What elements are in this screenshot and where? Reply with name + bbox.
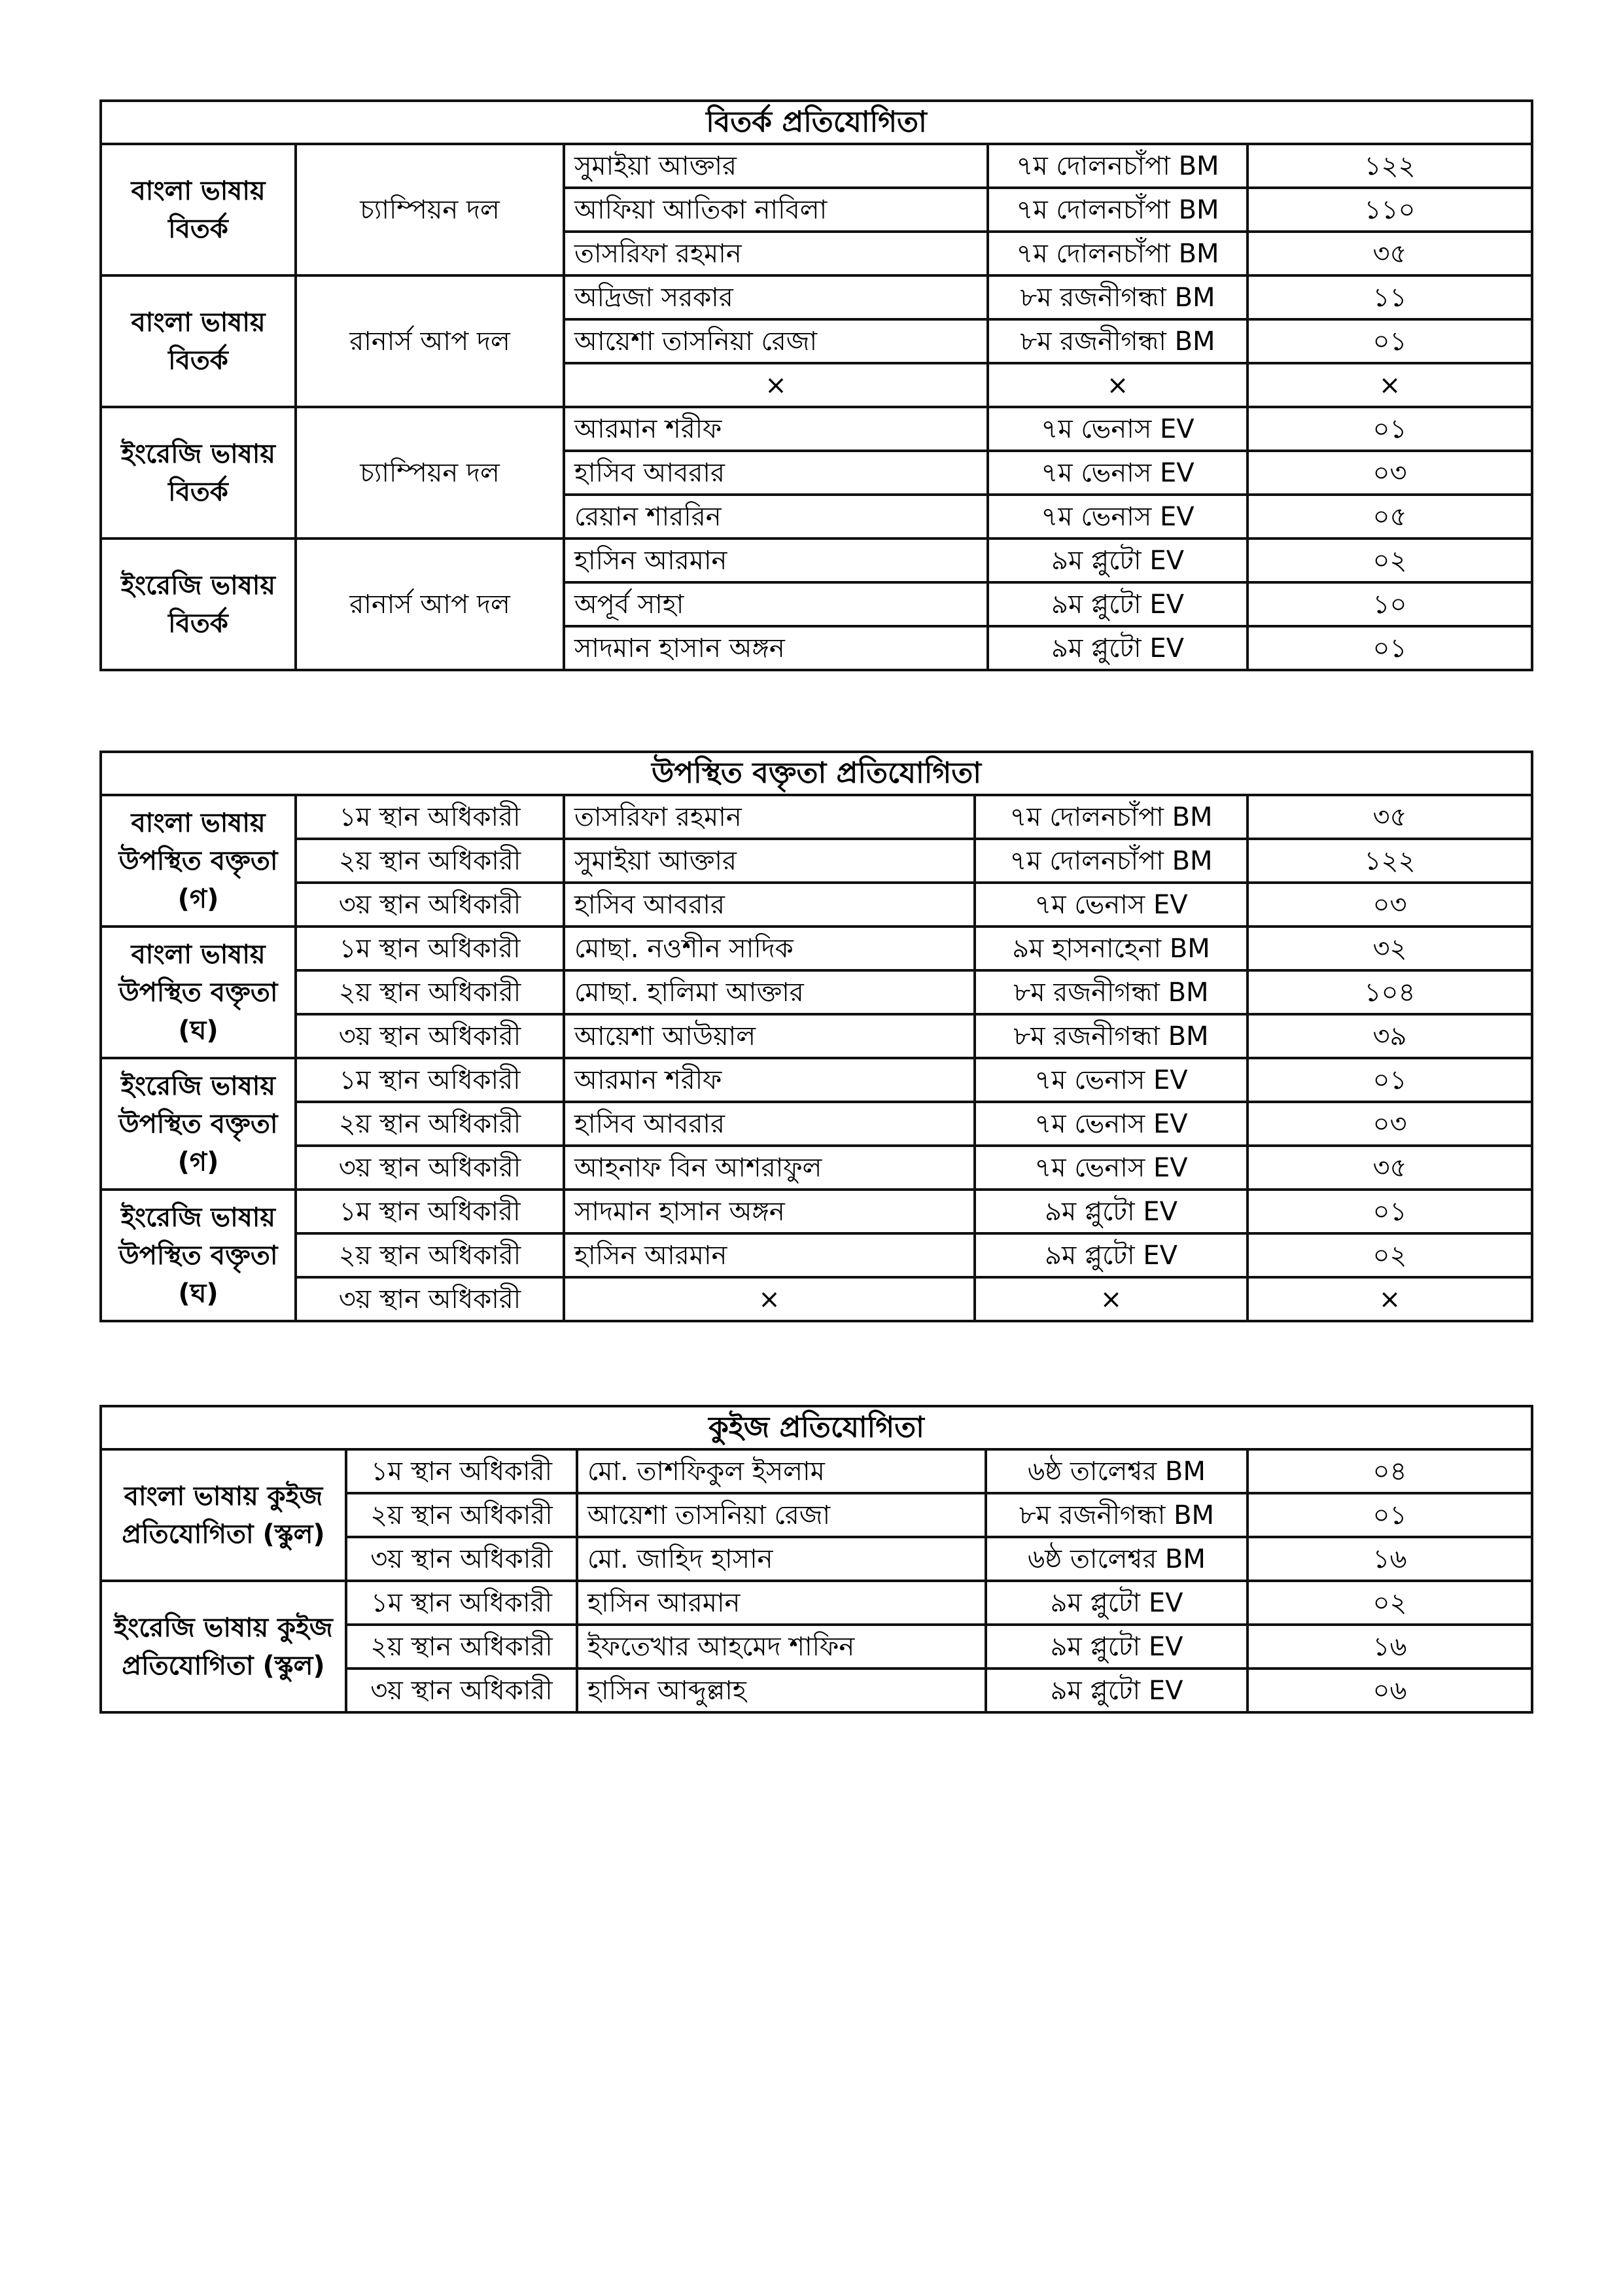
student-roll: ৩৫	[1248, 795, 1532, 839]
empty-mark-icon: ×	[564, 363, 988, 407]
student-class: ৮ম রজনীগন্ধা BM	[988, 319, 1248, 363]
team-label: চ্যাম্পিয়ন দল	[296, 407, 564, 539]
student-roll: ০১	[1248, 626, 1532, 670]
empty-mark-icon: ×	[975, 1277, 1248, 1321]
student-class: ৬ষ্ঠ তালেশ্বর BM	[986, 1537, 1248, 1581]
student-roll: ৩৫	[1248, 232, 1532, 275]
student-roll: ১০৪	[1248, 970, 1532, 1014]
student-roll: ০২	[1248, 1233, 1532, 1277]
student-name: হাসিন আরমান	[577, 1581, 986, 1625]
speech-title: উপস্থিত বক্তৃতা প্রতিযোগিতা	[101, 752, 1532, 795]
table-row	[101, 839, 1532, 883]
place-label: ২য় স্থান অধিকারী	[296, 1102, 564, 1146]
category-label: ইংরেজি ভাষায় উপস্থিত বক্তৃতা (ঘ)	[101, 1190, 296, 1321]
student-name: মো. জাহিদ হাসান	[577, 1537, 986, 1581]
student-name: হাসিব আবরার	[564, 451, 988, 495]
category-label: বাংলা ভাষায় বিতর্ক	[101, 275, 296, 407]
student-roll: ০১	[1248, 407, 1532, 451]
student-roll: ০১	[1248, 319, 1532, 363]
student-class: ৭ম দোলনচাঁপা BM	[975, 839, 1248, 883]
student-roll: ১২২	[1248, 839, 1532, 883]
student-name: অপূর্ব সাহা	[564, 582, 988, 626]
student-class: ৯ম প্লুটো EV	[988, 582, 1248, 626]
empty-mark-icon: ×	[1248, 363, 1532, 407]
place-label: ২য় স্থান অধিকারী	[296, 970, 564, 1014]
table-row	[101, 1146, 1532, 1190]
student-class: ৮ম রজনীগন্ধা BM	[988, 275, 1248, 319]
student-name: সুমাইয়া আক্তার	[564, 839, 975, 883]
table-row	[101, 1233, 1532, 1277]
student-roll: ৩৯	[1248, 1014, 1532, 1058]
student-class: ৭ম ভেনাস EV	[975, 1102, 1248, 1146]
student-name: রেয়ান শাররিন	[564, 495, 988, 539]
student-name: মোছা. হালিমা আক্তার	[564, 970, 975, 1014]
student-roll: ০৩	[1248, 1102, 1532, 1146]
team-label: রানার্স আপ দল	[296, 539, 564, 670]
category-label: ইংরেজি ভাষায় বিতর্ক	[101, 539, 296, 670]
student-class: ৬ষ্ঠ তালেশ্বর BM	[986, 1449, 1248, 1493]
team-label: রানার্স আপ দল	[296, 275, 564, 407]
student-name: মোছা. নওশীন সাদিক	[564, 927, 975, 970]
category-label: বাংলা ভাষায় উপস্থিত বক্তৃতা (গ)	[101, 795, 296, 927]
student-name: তাসরিফা রহমান	[564, 232, 988, 275]
empty-mark-icon: ×	[564, 1277, 975, 1321]
student-name: হাসিব আবরার	[564, 1102, 975, 1146]
student-class: ৭ম দোলনচাঁপা BM	[975, 795, 1248, 839]
student-name: হাসিন আরমান	[564, 1233, 975, 1277]
student-class: ৯ম প্লুটো EV	[986, 1581, 1248, 1625]
debate-results-table	[99, 99, 1533, 671]
student-roll: ০১	[1248, 1058, 1532, 1102]
table-row	[101, 275, 1532, 319]
table-title-row	[101, 752, 1532, 795]
category-label: ইংরেজি ভাষায় উপস্থিত বক্তৃতা (গ)	[101, 1058, 296, 1190]
student-roll: ১১০	[1248, 188, 1532, 232]
student-name: আরমান শরীফ	[564, 407, 988, 451]
table-row	[101, 1277, 1532, 1321]
student-roll: ০৫	[1248, 495, 1532, 539]
student-name: অদ্রিজা সরকার	[564, 275, 988, 319]
category-label: ইংরেজি ভাষায় কুইজ প্রতিযোগিতা (স্কুল)	[101, 1581, 346, 1712]
place-label: ৩য় স্থান অধিকারী	[296, 1277, 564, 1321]
student-name: সুমাইয়া আক্তার	[564, 144, 988, 188]
student-class: ৯ম প্লুটো EV	[988, 539, 1248, 582]
student-name: সাদমান হাসান অঙ্গন	[564, 626, 988, 670]
debate-title: বিতর্ক প্রতিযোগিতা	[101, 101, 1532, 144]
table-row	[101, 1581, 1532, 1625]
student-roll: ১৬	[1248, 1537, 1532, 1581]
student-class: ৮ম রজনীগন্ধা BM	[975, 1014, 1248, 1058]
student-roll: ১১	[1248, 275, 1532, 319]
student-name: তাসরিফা রহমান	[564, 795, 975, 839]
student-class: ৯ম হাসনাহেনা BM	[975, 927, 1248, 970]
place-label: ১ম স্থান অধিকারী	[346, 1581, 577, 1625]
student-roll: ০২	[1248, 539, 1532, 582]
place-label: ১ম স্থান অধিকারী	[296, 1190, 564, 1233]
student-roll: ০৩	[1248, 883, 1532, 927]
student-roll: ০২	[1248, 1581, 1532, 1625]
table-row	[101, 144, 1532, 188]
student-roll: ০৩	[1248, 451, 1532, 495]
student-class: ৮ম রজনীগন্ধা BM	[986, 1493, 1248, 1537]
student-name: হাসিন আরমান	[564, 539, 988, 582]
student-class: ৭ম ভেনাস EV	[988, 495, 1248, 539]
table-title-row	[101, 101, 1532, 144]
student-name: আয়েশা আউয়াল	[564, 1014, 975, 1058]
student-class: ৭ম ভেনাস EV	[988, 451, 1248, 495]
student-class: ৯ম প্লুটো EV	[975, 1233, 1248, 1277]
student-class: ৯ম প্লুটো EV	[986, 1669, 1248, 1712]
place-label: ৩য় স্থান অধিকারী	[346, 1537, 577, 1581]
place-label: ১ম স্থান অধিকারী	[296, 1058, 564, 1102]
team-label: চ্যাম্পিয়ন দল	[296, 144, 564, 275]
student-name: হাসিন আব্দুল্লাহ	[577, 1669, 986, 1712]
place-label: ১ম স্থান অধিকারী	[296, 927, 564, 970]
student-class: ৯ম প্লুটো EV	[975, 1190, 1248, 1233]
table-row	[101, 1449, 1532, 1493]
student-name: আরমান শরীফ	[564, 1058, 975, 1102]
student-roll: ৩২	[1248, 927, 1532, 970]
place-label: ৩য় স্থান অধিকারী	[296, 883, 564, 927]
place-label: ২য় স্থান অধিকারী	[296, 1233, 564, 1277]
student-class: ৭ম ভেনাস EV	[975, 1146, 1248, 1190]
empty-mark-icon: ×	[988, 363, 1248, 407]
student-roll: ১৬	[1248, 1625, 1532, 1669]
student-name: আয়েশা তাসনিয়া রেজা	[577, 1493, 986, 1537]
student-class: ৭ম দোলনচাঁপা BM	[988, 188, 1248, 232]
student-name: আফিয়া আতিকা নাবিলা	[564, 188, 988, 232]
student-name: হাসিব আবরার	[564, 883, 975, 927]
student-roll: ০৪	[1248, 1449, 1532, 1493]
table-row	[101, 795, 1532, 839]
student-class: ৭ম দোলনচাঁপা BM	[988, 232, 1248, 275]
category-label: বাংলা ভাষায় বিতর্ক	[101, 144, 296, 275]
empty-mark-icon: ×	[1248, 1277, 1532, 1321]
place-label: ১ম স্থান অধিকারী	[346, 1449, 577, 1493]
table-title-row	[101, 1406, 1532, 1449]
table-row	[101, 1014, 1532, 1058]
speech-results-table	[99, 751, 1533, 1322]
category-label: বাংলা ভাষায় কুইজ প্রতিযোগিতা (স্কুল)	[101, 1449, 346, 1581]
category-label: বাংলা ভাষায় উপস্থিত বক্তৃতা (ঘ)	[101, 927, 296, 1058]
student-name: ইফতেখার আহমেদ শাফিন	[577, 1625, 986, 1669]
student-class: ৯ম প্লুটো EV	[988, 626, 1248, 670]
place-label: ৩য় স্থান অধিকারী	[296, 1014, 564, 1058]
student-class: ৮ম রজনীগন্ধা BM	[975, 970, 1248, 1014]
place-label: ১ম স্থান অধিকারী	[296, 795, 564, 839]
table-row	[101, 1058, 1532, 1102]
student-roll: ০১	[1248, 1190, 1532, 1233]
student-name: আয়েশা তাসনিয়া রেজা	[564, 319, 988, 363]
student-class: ৭ম ভেনাস EV	[988, 407, 1248, 451]
quiz-results-table	[99, 1405, 1533, 1714]
table-row	[101, 1102, 1532, 1146]
place-label: ২য় স্থান অধিকারী	[346, 1493, 577, 1537]
student-roll: ০৬	[1248, 1669, 1532, 1712]
table-row	[101, 927, 1532, 970]
category-label: ইংরেজি ভাষায় বিতর্ক	[101, 407, 296, 539]
student-class: ৭ম দোলনচাঁপা BM	[988, 144, 1248, 188]
table-row	[101, 970, 1532, 1014]
table-row	[101, 883, 1532, 927]
table-row	[101, 1190, 1532, 1233]
place-label: ৩য় স্থান অধিকারী	[296, 1146, 564, 1190]
place-label: ২য় স্থান অধিকারী	[346, 1625, 577, 1669]
student-name: সাদমান হাসান অঙ্গন	[564, 1190, 975, 1233]
student-class: ৭ম ভেনাস EV	[975, 883, 1248, 927]
student-class: ৭ম ভেনাস EV	[975, 1058, 1248, 1102]
student-roll: ৩৫	[1248, 1146, 1532, 1190]
student-name: মো. তাশফিকুল ইসলাম	[577, 1449, 986, 1493]
place-label: ৩য় স্থান অধিকারী	[346, 1669, 577, 1712]
student-roll: ১২২	[1248, 144, 1532, 188]
place-label: ২য় স্থান অধিকারী	[296, 839, 564, 883]
table-row	[101, 539, 1532, 582]
student-roll: ০১	[1248, 1493, 1532, 1537]
student-roll: ১০	[1248, 582, 1532, 626]
quiz-title: কুইজ প্রতিযোগিতা	[101, 1406, 1532, 1449]
student-name: আহনাফ বিন আশরাফুল	[564, 1146, 975, 1190]
table-row	[101, 407, 1532, 451]
student-class: ৯ম প্লুটো EV	[986, 1625, 1248, 1669]
